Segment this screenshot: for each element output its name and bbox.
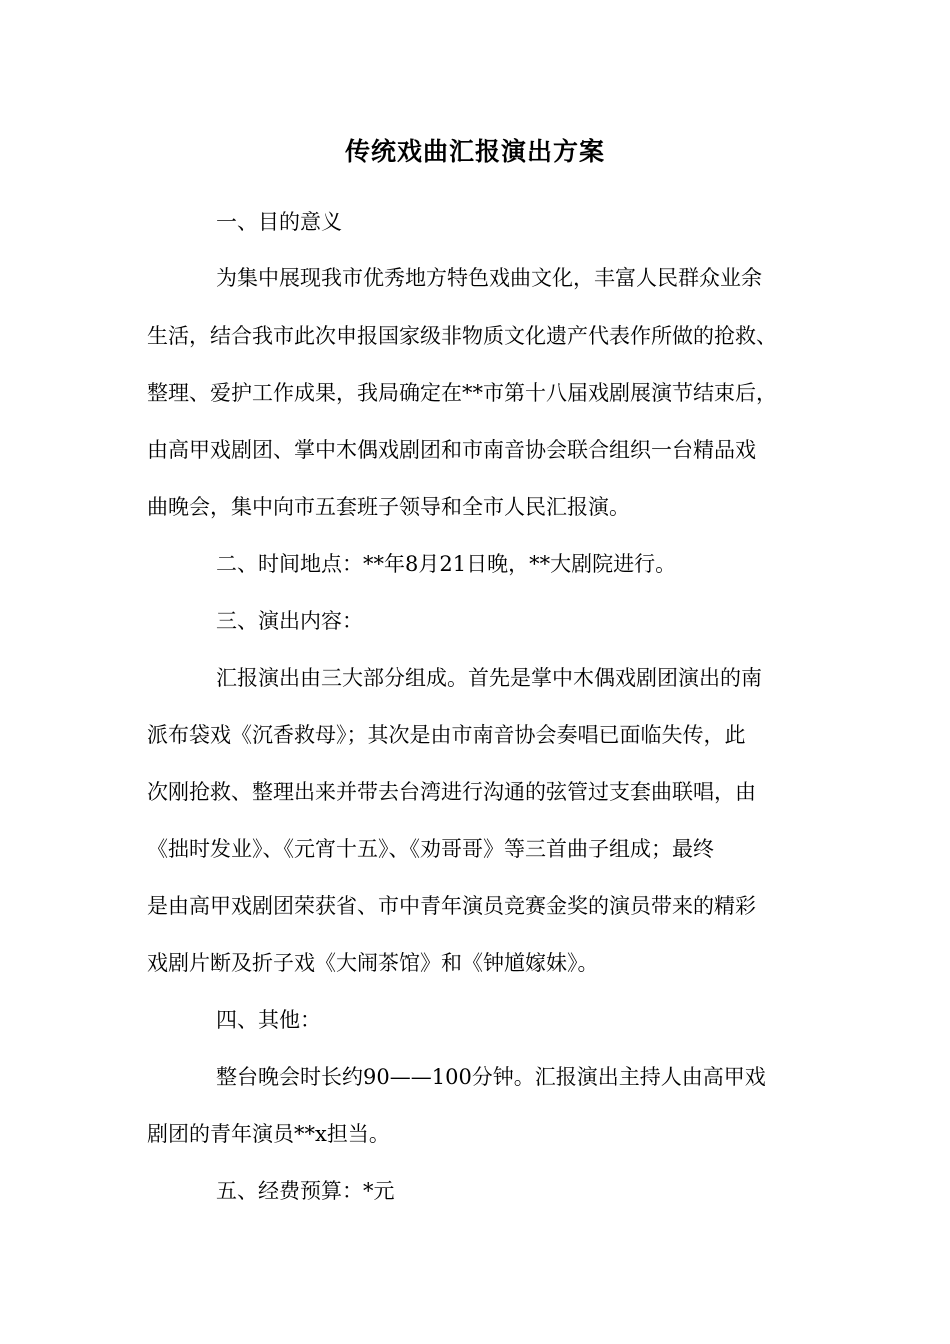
- section-heading-time-place: 二、时间地点：**年8月21日晚，**大剧院进行。: [216, 552, 677, 576]
- paragraph-line: 汇报演出由三大部分组成。首先是掌中木偶戏剧团演出的南: [216, 666, 762, 690]
- paragraph-line: 是由高甲戏剧团荣获省、市中青年演员竞赛金奖的演员带来的精彩: [147, 894, 756, 918]
- section-heading-purpose: 一、目的意义: [216, 210, 342, 234]
- paragraph-line: 整台晚会时长约90——100分钟。汇报演出主持人由高甲戏: [216, 1065, 766, 1089]
- document-title: 传统戏曲汇报演出方案: [344, 137, 605, 166]
- paragraph-line: 戏剧片断及折子戏《大闹茶馆》和《钟馗嫁妹》。: [147, 951, 599, 975]
- section-heading-content: 三、演出内容：: [216, 609, 363, 633]
- section-heading-budget: 五、经费预算：*元: [216, 1179, 395, 1203]
- paragraph-line: 派布袋戏《沉香救母》；其次是由市南音协会奏唱已面临失传，此: [147, 723, 746, 747]
- paragraph-line: 次刚抢救、整理出来并带去台湾进行沟通的弦管过支套曲联唱，由: [147, 780, 756, 804]
- paragraph-line: 由高甲戏剧团、掌中木偶戏剧团和市南音协会联合组织一台精品戏: [147, 438, 756, 462]
- paragraph-line: 曲晚会，集中向市五套班子领导和全市人民汇报演。: [147, 495, 630, 519]
- paragraph-line: 生活，结合我市此次申报国家级非物质文化遗产代表作所做的抢救、: [147, 324, 777, 348]
- paragraph-line: 《拙时发业》、《元宵十五》、《劝哥哥》等三首曲子组成；最终: [147, 837, 714, 861]
- paragraph-line: 剧团的青年演员**x担当。: [147, 1122, 390, 1146]
- paragraph-line: 为集中展现我市优秀地方特色戏曲文化，丰富人民群众业余: [216, 266, 762, 290]
- section-heading-other: 四、其他：: [216, 1008, 321, 1032]
- paragraph-line: 整理、爱护工作成果，我局确定在**市第十八届戏剧展演节结束后，: [147, 381, 777, 405]
